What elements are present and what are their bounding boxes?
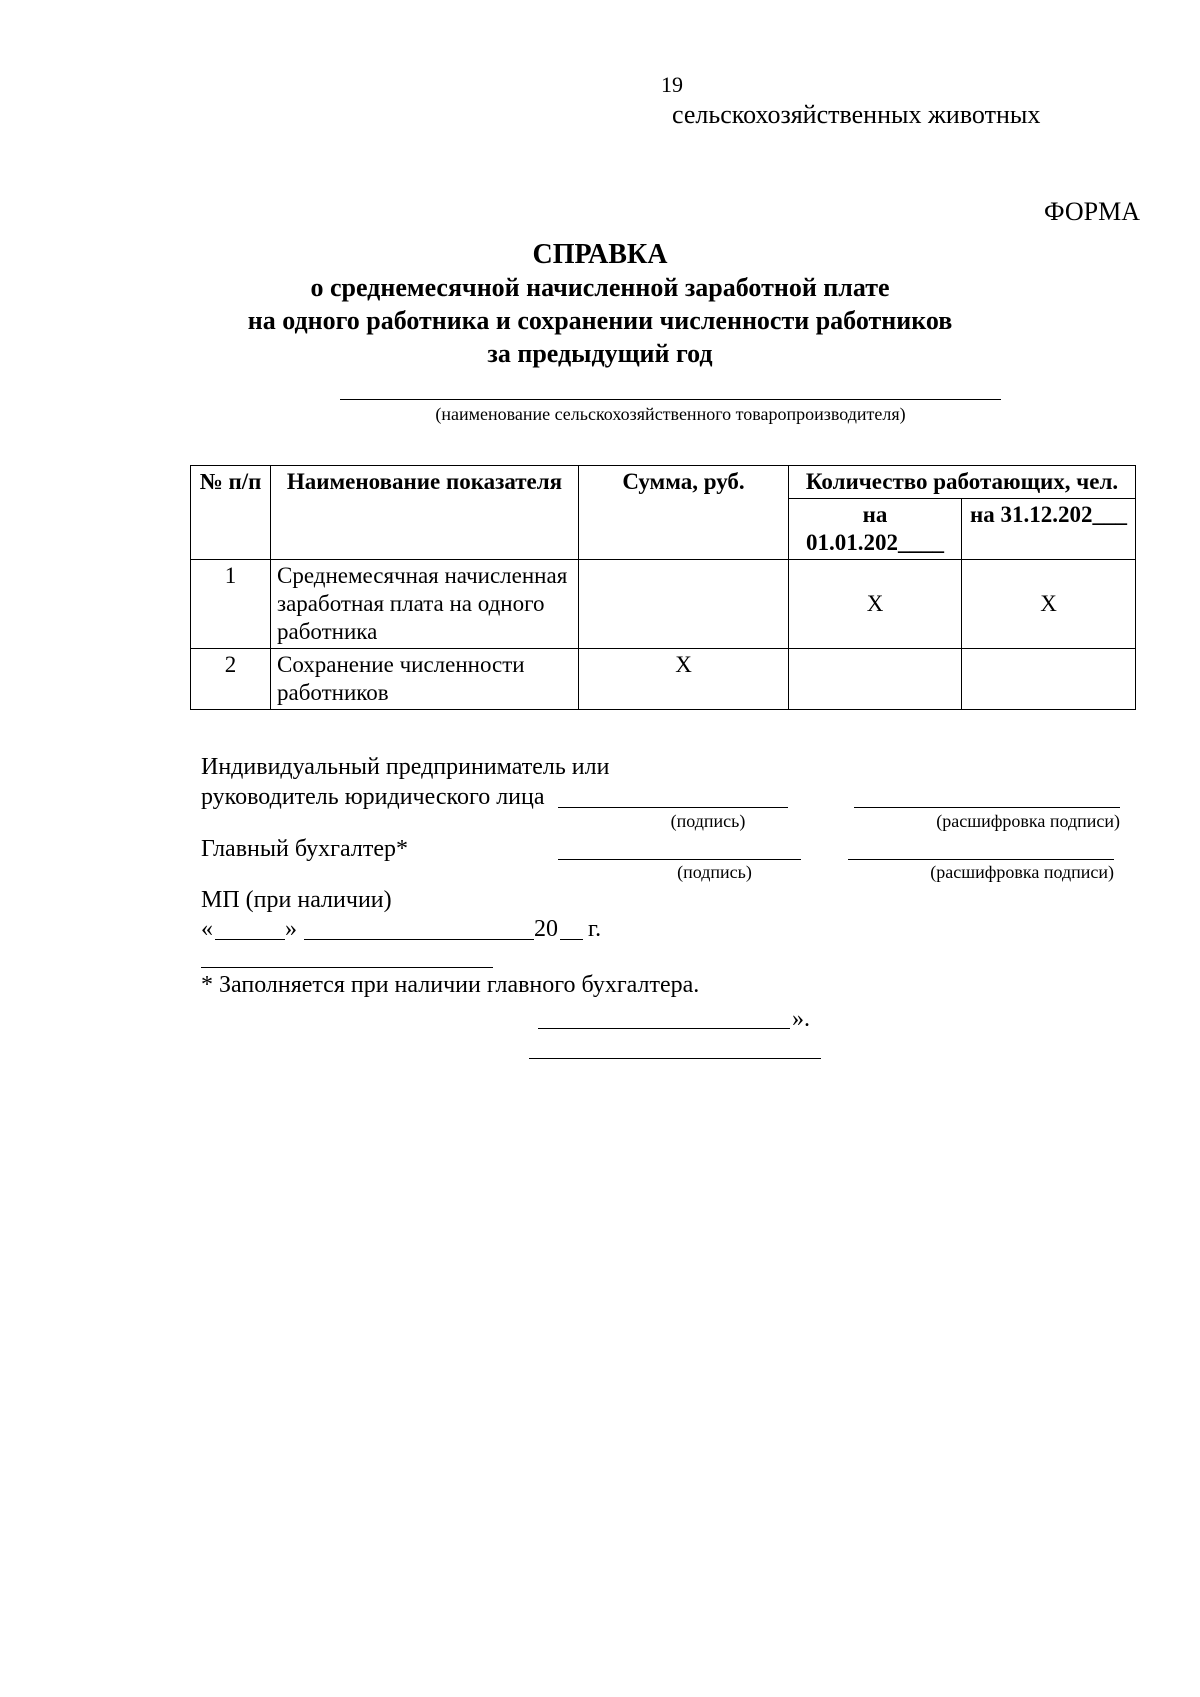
year-prefix: 20 (534, 916, 558, 942)
footnote-divider (201, 967, 493, 968)
ip-signature-line[interactable] (558, 807, 788, 808)
row-sum[interactable] (579, 560, 789, 649)
ip-decode-line[interactable] (854, 807, 1120, 808)
title-line-1: о среднемесячной начисленной заработной плате (310, 273, 890, 302)
ip-decode-caption: (расшифровка подписи) (936, 811, 1120, 831)
continuation-text: сельскохозяйственных животных (672, 100, 1041, 129)
title-line-2: на одного работника и сохранении численности работников (247, 306, 953, 335)
ip-label-line1: Индивидуальный предприниматель или (201, 754, 610, 780)
year-line[interactable] (560, 939, 583, 940)
row-num: 2 (191, 649, 271, 710)
table-row (191, 649, 1136, 710)
title-line-3: за предыдущий год (487, 339, 713, 368)
year-suffix: г. (588, 916, 602, 942)
table-row (191, 560, 1136, 649)
ip-label-line2: руководитель юридического лица (201, 784, 545, 810)
footnote-text: * Заполняется при наличии главного бухгалтера. (201, 972, 700, 998)
chief-decode-line[interactable] (848, 859, 1114, 860)
row-count-end[interactable] (962, 649, 1136, 710)
row-count-start[interactable] (789, 649, 962, 710)
title-main: СПРАВКА (532, 239, 668, 270)
chief-decode-caption: (расшифровка подписи) (930, 862, 1114, 882)
row-count-end: Х (962, 560, 1136, 649)
date-month-line[interactable] (304, 939, 534, 940)
ip-sign-caption: (подпись) (670, 811, 746, 831)
forma-label: ФОРМА (1044, 197, 1140, 226)
document-title (200, 238, 1000, 370)
header-date-end: на 31.12.202___ (962, 499, 1136, 560)
date-open-quote: « (201, 916, 213, 942)
chief-accountant-label: Главный бухгалтер* (201, 836, 408, 862)
chief-sign-caption: (подпись) (677, 862, 752, 882)
date-day-line[interactable] (215, 939, 285, 940)
indicator-table (190, 465, 1136, 710)
header-name: Наименование показателя (271, 466, 579, 560)
header-sum: Сумма, руб. (579, 466, 789, 560)
date-close-quote: » (285, 916, 297, 942)
row-count-start: Х (789, 560, 962, 649)
end-divider (529, 1058, 821, 1059)
producer-caption: (наименование сельскохозяйственного товаропроизводителя) (435, 404, 906, 424)
header-date-start: на 01.01.202____ (789, 499, 962, 560)
chief-signature-line[interactable] (558, 859, 801, 860)
row-num: 1 (191, 560, 271, 649)
row-sum: Х (579, 649, 789, 710)
header-num: № п/п (191, 466, 271, 560)
header-count: Количество работающих, чел. (789, 466, 1136, 499)
producer-name-line[interactable] (340, 399, 1001, 400)
mp-label: МП (при наличии) (201, 887, 392, 913)
closing-quote: ». (792, 1006, 810, 1032)
closing-line (538, 1028, 790, 1029)
row-name: Среднемесячная начисленная заработная плата на одного работника (271, 560, 579, 649)
row-name: Сохранение численности работников (271, 649, 579, 710)
